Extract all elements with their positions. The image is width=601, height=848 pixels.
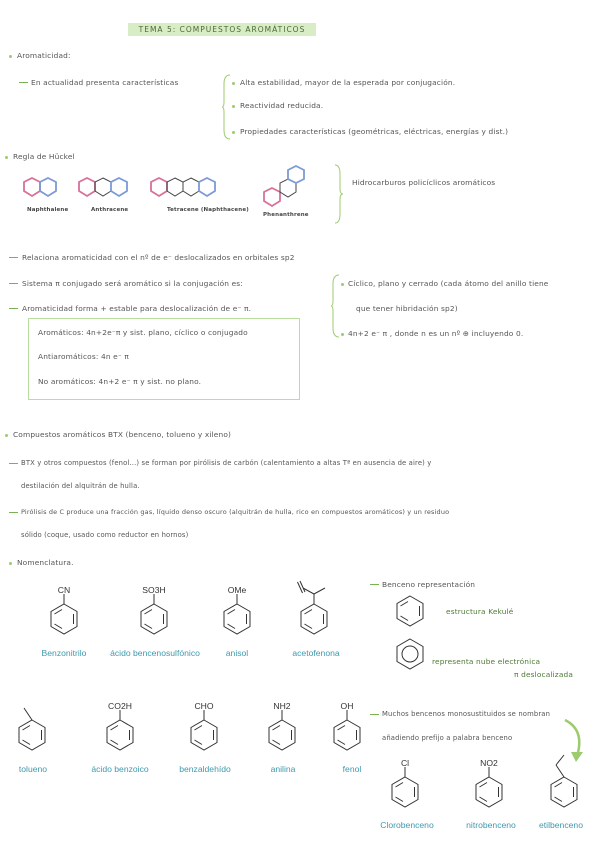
- btx-line1: BTX y otros compuestos (fenol...) se forman por pirólisis de carbón (calentamiento a altas Tª en ausencia de aire) y: [21, 459, 432, 467]
- nitrobenceno-structure: [476, 767, 502, 807]
- btx-line1b: destilación del alquitrán de hulla.: [21, 482, 140, 490]
- kekule-label: estructura Kekulé: [446, 607, 514, 616]
- mol-phenanthrene: Phenanthrene: [263, 212, 309, 218]
- etilbenceno-structure: [551, 755, 577, 807]
- box-no-aromaticos: No aromáticos: 4n+2 e⁻ π y sist. no plano.: [38, 377, 202, 386]
- name-fenol: fenol: [342, 764, 362, 774]
- sub-cl: Cl: [400, 758, 410, 768]
- mono-line1: Muchos bencenos monosustituidos se nombran: [382, 710, 551, 718]
- sistema-pi: Sistema π conjugado será aromático si la conjugación es:: [22, 279, 243, 288]
- page-title: TEMA 5: COMPUESTOS AROMÁTICOS: [138, 25, 306, 34]
- anilina-structure: [269, 710, 295, 750]
- name-benzaldehido: benzaldehído: [179, 764, 231, 774]
- sub-nh2: NH2: [273, 701, 291, 711]
- sub-ome: OMe: [227, 585, 247, 595]
- benceno-representacion: Benceno representación: [382, 580, 476, 589]
- aromaticidad-intro: En actualidad presenta características: [31, 78, 179, 87]
- circle-benzene-structure: [397, 639, 423, 669]
- sulfonico-structure: [141, 594, 167, 634]
- nube-label: representa nube electrónica: [432, 657, 541, 666]
- name-tolueno: tolueno: [18, 764, 48, 774]
- mono-line2: añadiendo prefijo a palabra benceno: [382, 734, 513, 742]
- box-aromaticos: Aromáticos: 4n+2e⁻π y sist. plano, cíclico o conjugado: [38, 328, 248, 337]
- name-benzonitrilo: Benzonitrilo: [41, 648, 87, 658]
- sub-co2h: CO2H: [108, 701, 132, 711]
- prop-3: Propiedades características (geométricas, eléctricas, energías y dist.): [240, 127, 509, 136]
- benzoico-structure: [107, 710, 133, 750]
- heading-btx: Compuestos aromáticos BTX (benceno, tolueno y xileno): [13, 430, 232, 439]
- anisol-structure: [224, 594, 250, 634]
- sub-cn: CN: [57, 585, 71, 595]
- relacion: Relaciona aromaticidad con el nº de e⁻ deslocalizados en orbitales sp2: [22, 253, 295, 262]
- name-etilbenceno: etilbenceno: [539, 820, 583, 830]
- condition-2: 4n+2 e⁻ π , donde n es un nº ⊕ incluyendo 0.: [348, 329, 524, 338]
- name-sulfonico: ácido bencenosulfónico: [110, 648, 200, 658]
- name-clorobenceno: Clorobenceno: [380, 820, 434, 830]
- box-antiaromaticos: Antiaromáticos: 4n e⁻ π: [38, 352, 130, 361]
- mol-naphthalene: Naphthalene: [27, 207, 69, 213]
- nube-label-2: π deslocalizada: [514, 670, 574, 679]
- btx-line2: Pirólisis de C produce una fracción gas, líquido denso oscuro (alquitrán de hulla, rico en compuestos aromáticos) y un residuo: [21, 508, 450, 516]
- kekule-structure: [397, 596, 423, 626]
- mol-tetracene: Tetracene (Naphthacene): [167, 207, 249, 213]
- name-anisol: anisol: [225, 648, 249, 658]
- clorobenceno-structure: [392, 767, 418, 807]
- sub-no2: NO2: [480, 758, 498, 768]
- prop-2: Reactividad reducida.: [240, 101, 324, 110]
- name-acetofenona: acetofenona: [292, 648, 340, 658]
- condition-1: Cíclico, plano y cerrado (cada átomo del anillo tiene: [348, 279, 549, 288]
- benzaldehido-structure: [191, 710, 217, 750]
- sub-cho: CHO: [194, 701, 214, 711]
- prop-1: Alta estabilidad, mayor de la esperada por conjugación.: [240, 78, 456, 87]
- sub-oh: OH: [340, 701, 354, 711]
- pah-note: Hidrocarburos policíclicos aromáticos: [352, 178, 496, 187]
- btx-line2b: sólido (coque, usado como reductor en hornos): [21, 531, 189, 539]
- dash: [370, 714, 379, 715]
- heading-aromaticidad: Aromaticidad:: [17, 51, 71, 60]
- aromaticidad-forma: Aromaticidad forma + estable para deslocalización de e⁻ π.: [22, 304, 252, 313]
- name-benzoico: ácido benzoico: [91, 764, 149, 774]
- heading-huckel: Regla de Hückel: [13, 152, 75, 161]
- tolueno-structure: [19, 708, 45, 750]
- sub-so3h: SO3H: [142, 585, 166, 595]
- acetofenona-structure: [298, 581, 328, 634]
- benzonitrilo-structure: [51, 594, 77, 634]
- name-anilina: anilina: [270, 764, 296, 774]
- mol-anthracene: Anthracene: [91, 207, 129, 213]
- dash: [370, 584, 379, 585]
- condition-1b: que tener hibridación sp2): [356, 304, 458, 313]
- name-nitrobenceno: nitrobenceno: [466, 820, 516, 830]
- heading-nomenclatura: Nomenclatura.: [17, 558, 74, 567]
- fenol-structure: [334, 710, 360, 750]
